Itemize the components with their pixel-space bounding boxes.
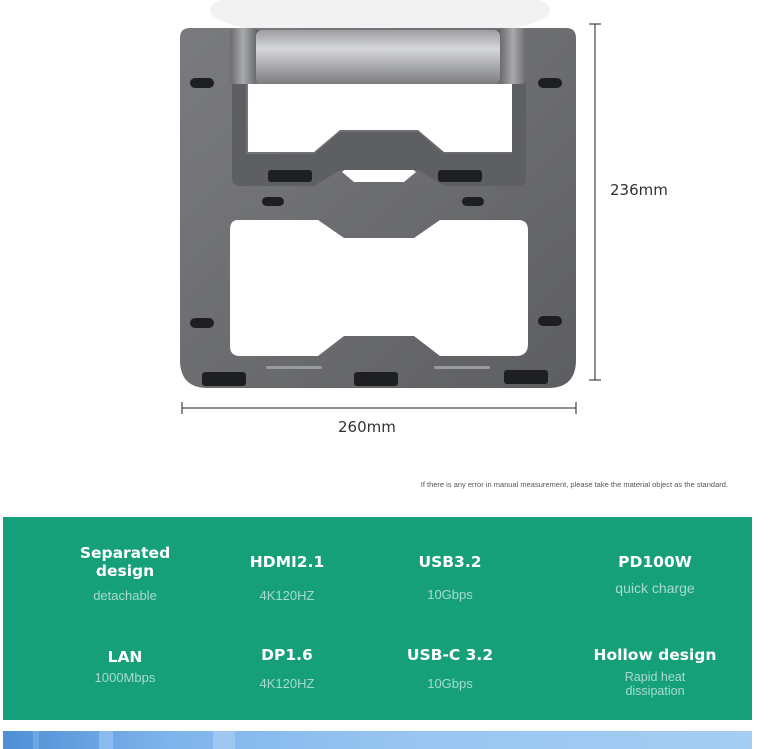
spec-title: Separated design	[79, 544, 171, 580]
spec-subtitle: 10Gbps	[427, 587, 473, 602]
spec-pd100w	[570, 553, 740, 596]
hinge-right	[500, 28, 526, 84]
spec-hdmi	[202, 553, 372, 603]
next-section-preview	[3, 731, 752, 749]
spec-title: Hollow design	[593, 646, 717, 664]
spec-lan	[40, 648, 210, 685]
spec-subtitle: 10Gbps	[427, 676, 473, 691]
spec-subtitle: 1000Mbps	[94, 670, 156, 685]
spec-subtitle: Rapid heat dissipation	[624, 670, 686, 698]
spec-subtitle: 4K120HZ	[259, 676, 315, 691]
spec-subtitle: quick charge	[615, 580, 695, 596]
spec-title: LAN	[107, 648, 143, 666]
spec-title: USB-C 3.2	[406, 646, 494, 664]
spec-title: USB3.2	[418, 553, 482, 571]
width-dimension-line	[182, 402, 576, 414]
height-dimension-line	[589, 24, 601, 380]
hinge-left	[230, 28, 256, 84]
spec-title: DP1.6	[261, 646, 313, 664]
spec-title: PD100W	[618, 553, 692, 571]
spec-separated-design	[40, 544, 210, 603]
spec-usb32	[365, 553, 535, 602]
spec-title: HDMI2.1	[249, 553, 325, 571]
spec-subtitle: detachable	[93, 588, 157, 603]
measurement-disclaimer: If there is any error in manual measurement, please take the material object as the standard.	[420, 480, 728, 489]
support-bar	[256, 30, 500, 84]
width-dimension-label: 260mm	[338, 418, 396, 436]
spec-hollow-design	[570, 646, 740, 698]
spec-band	[3, 517, 752, 720]
spec-subtitle: 4K120HZ	[259, 588, 315, 603]
height-dimension-label: 236mm	[610, 181, 668, 199]
spec-usbc32	[365, 646, 535, 691]
spec-dp	[202, 646, 372, 691]
